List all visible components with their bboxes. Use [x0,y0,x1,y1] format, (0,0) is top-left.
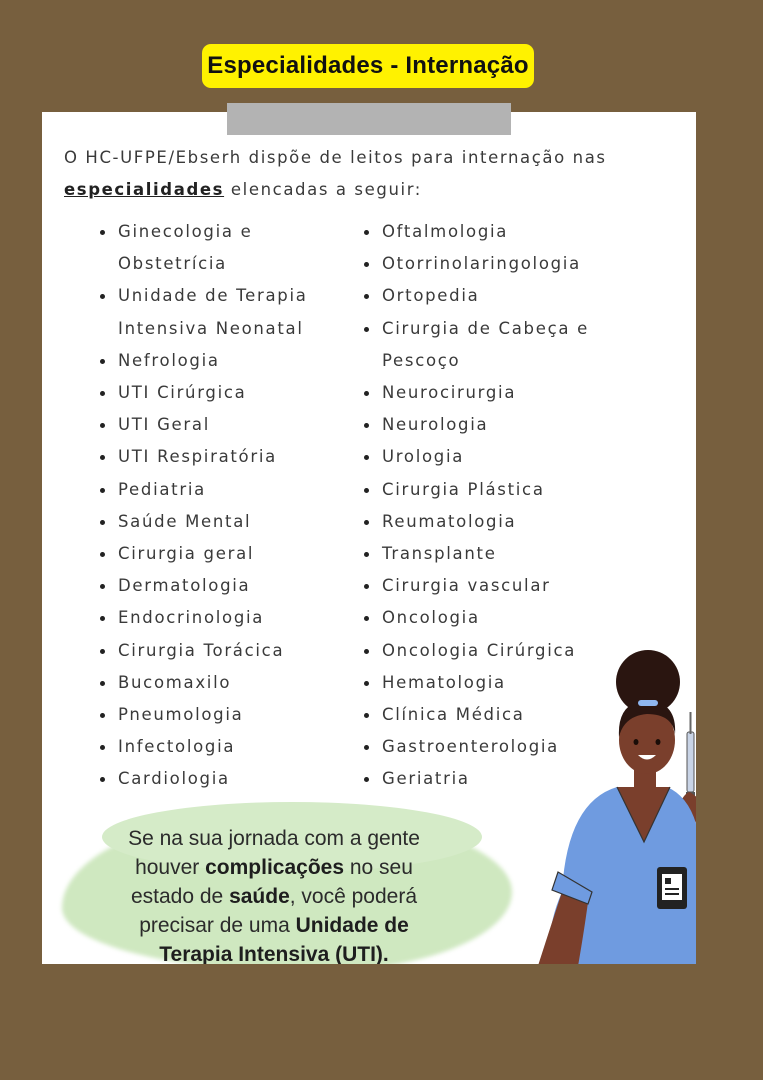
list-item: UTI Respiratória [100,441,350,473]
list-item: Cirurgia Torácica [100,635,350,667]
list-item: Nefrologia [100,345,350,377]
list-item: Endocrinologia [100,602,350,634]
intro-emphasis: especialidades [64,180,225,199]
list-item: Ortopedia [364,280,684,312]
specialties-list-left [100,216,350,796]
list-item: Geriatria [364,763,684,795]
list-item: Dermatologia [100,570,350,602]
list-item: UTI Geral [100,409,350,441]
list-item: Oncologia [364,602,684,634]
note-text: , você poderá precisar de uma [139,885,418,937]
intro-text-after: elencadas a seguir: [224,180,422,199]
uti-note [104,824,444,964]
page-title: Especialidades - Internação [202,44,534,88]
list-item: Reumatologia [364,506,684,538]
note-bold: complicações [205,856,345,879]
list-item: Otorrinolaringologia [364,248,684,280]
list-item: Neurocirurgia [364,377,684,409]
list-item: UTI Cirúrgica [100,377,350,409]
list-item: Gastroenterologia [364,731,684,763]
list-item: Neurologia [364,409,684,441]
list-item: Cirurgia vascular [364,570,684,602]
note-bold: saúde [229,885,290,908]
note-bold: Unidade de Terapia Intensiva (UTI). [159,914,409,964]
list-item: Cirurgia Plástica [364,474,684,506]
note-text: Se na sua jornada com a gente houver [128,827,420,879]
list-item: Cardiologia [100,763,350,795]
list-item: Clínica Médica [364,699,684,731]
intro-text [64,142,694,206]
list-item: Pediatria [100,474,350,506]
content-card [42,112,696,964]
list-item: Saúde Mental [100,506,350,538]
list-item: Oftalmologia [364,216,684,248]
list-item: Cirurgia geral [100,538,350,570]
list-item: Oncologia Cirúrgica [364,635,684,667]
list-item: Cirurgia de Cabeça e Pescoço [364,313,632,377]
tape-strip [227,103,511,135]
nurse-holding-syringe-icon [522,642,696,964]
list-item: Hematologia [364,667,684,699]
list-item: Unidade de Terapia Intensiva Neonatal [100,280,338,344]
note-text: no seu estado de [130,856,413,908]
list-item: Ginecologia e Obstetrícia [100,216,288,280]
intro-text-before: O HC-UFPE/Ebserh dispõe de leitos para internação nas [64,148,607,167]
list-item: Urologia [364,441,684,473]
list-item: Infectologia [100,731,350,763]
list-item: Pneumologia [100,699,350,731]
list-item: Bucomaxilo [100,667,350,699]
list-item: Transplante [364,538,684,570]
